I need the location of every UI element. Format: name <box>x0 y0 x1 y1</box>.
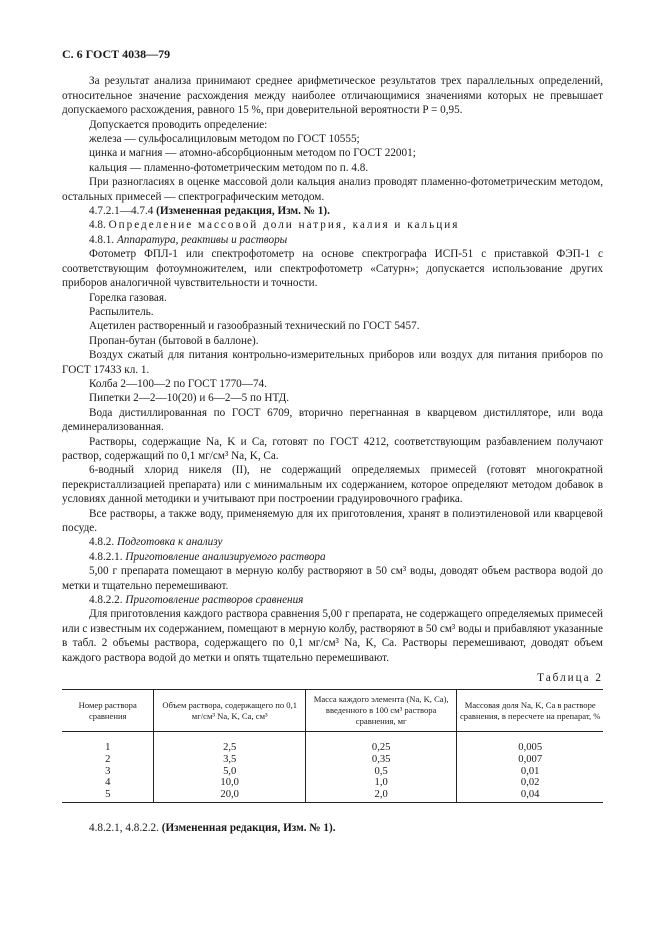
table-cell: 0,04 <box>457 789 603 803</box>
paragraph-revision-4-8-2 <box>62 821 603 835</box>
table-cell: 1,0 <box>305 777 456 789</box>
section-title: Определение массовой доли натрия, калия и кальция <box>108 219 460 232</box>
paragraph-photometer: Фотометр ФПЛ-1 или спектрофотометр на основе спектрографа ИСП-51 с приставкой ФЭП-1 с соответствующим фотоумножителем, или спектрофотометр «Сатурн»; допускается использование других приборов аналогичной чувствительности и точности. <box>62 248 603 290</box>
clause-ref: 4.8.2.1, 4.8.2.2. <box>89 822 159 835</box>
page-header: С. 6 ГОСТ 4038—79 <box>62 47 171 61</box>
revision-note: (Измененная редакция, Изм. № 1). <box>156 205 330 218</box>
table-row <box>62 766 603 778</box>
paragraph-result: За результат анализа принимают среднее арифметическое результатов трех параллельных определений, относительное значение расхождения между наиболее отличающимися значениями которых не превышает допускаемого расхождения, равного 15 %, при доверительной вероятности P = 0,95. <box>62 75 603 117</box>
paragraph-allowed: Допускается проводить определение: <box>89 118 268 131</box>
paragraph-burner: Горелка газовая. <box>89 291 167 304</box>
table-cell: 10,0 <box>154 777 305 789</box>
paragraph-pipettes: Пипетки 2—2—10(20) и 6—2—5 по НТД. <box>89 392 290 405</box>
table-cell: 2,5 <box>154 732 305 754</box>
table-cell: 5 <box>62 789 154 803</box>
table-cell: 0,01 <box>457 766 603 778</box>
paragraph-storage: Все растворы, а также воду, применяемую для их приготовления, хранят в полиэтиленовой или кварцевой посуде. <box>62 507 603 534</box>
table-cell: 0,35 <box>305 754 456 766</box>
section-number: 4.8.2.1. <box>89 550 123 563</box>
table-cell: 2 <box>105 754 111 766</box>
section-title: Аппаратура, реактивы и растворы <box>116 233 288 246</box>
table-cell: 1 <box>105 742 111 754</box>
table-cell: 0,007 <box>457 754 603 766</box>
col-header-volume: Объем раствора, содержащего по 0,1 мг/см³ Na, K, Ca, см³ <box>154 690 305 732</box>
table-row <box>62 789 603 803</box>
table-row <box>62 754 603 766</box>
section-4-8-2-2-heading <box>62 593 603 607</box>
table-cell: 4 <box>105 777 111 789</box>
section-4-8-2-1-heading <box>62 550 603 564</box>
section-number: 4.8. <box>89 219 106 232</box>
section-number: 4.8.2. <box>89 536 115 549</box>
paragraph-reference-prep: Для приготовления каждого раствора сравнения 5,00 г препарата, не содержащего определяемых примесей или с известным их содержанием, помещают в мерную колбу, растворяют в 50 см³ воды и прибавляют указанные в табл. 2 объемы раствора, содержащего по 0,1 мг/см³ Na, K, Ca. Растворы перемешивают, доводят объем каждого раствора водой до метки и опять тщательно перемешивают. <box>62 608 603 664</box>
paragraph-propane: Пропан-бутан (бытовой в баллоне). <box>89 334 259 347</box>
col-header-fraction: Массовая доля Na, K, Ca в растворе сравнения, в пересчете на препарат, % <box>457 690 603 732</box>
section-title: Приготовление растворов сравнения <box>125 594 304 607</box>
paragraph-nickel-chloride: 6-водный хлорид никеля (II), не содержащий определяемых примесей (готовят многократной перекристаллизацией препарата) или с минимальным их содержанием, которое определяют методом добавок в условиях данной методики и учитывают при построении градуировочного графика. <box>62 464 603 506</box>
table-cell: 0,5 <box>305 766 456 778</box>
paragraph-sprayer: Распылитель. <box>89 305 154 318</box>
table-header-row <box>62 690 603 732</box>
table-cell: 0,25 <box>305 732 456 754</box>
reference-solutions-table <box>62 689 603 803</box>
paragraph-zinc-magnesium: цинка и магния — атомно-абсорбционным методом по ГОСТ 22001; <box>89 147 416 160</box>
col-header-mass: Масса каждого элемента (Na, K, Ca), введенного в 100 см³ раствора сравнения, мг <box>305 690 456 732</box>
section-title: Подготовка к анализу <box>116 536 223 549</box>
col-header-number: Номер раствора сравнения <box>62 690 154 732</box>
table-cell: 0,005 <box>457 732 603 754</box>
table-row <box>62 732 603 754</box>
paragraph-revision-4-7 <box>62 204 603 218</box>
table-cell: 5,0 <box>154 766 305 778</box>
table-row <box>62 777 603 789</box>
section-title: Приготовление анализируемого раствора <box>125 550 326 563</box>
table-cell: 3,5 <box>154 754 305 766</box>
paragraph-disagreement: При разногласиях в оценке массовой доли кальция анализ проводят пламенно-фотометрическим методом, остальных примесей — спектрографическим методом. <box>62 176 603 203</box>
paragraph-water: Вода дистиллированная по ГОСТ 6709, вторично перегнанная в кварцевом дистилляторе, или вода деминерализованная. <box>62 406 603 434</box>
section-4-8-2-heading <box>62 535 603 549</box>
paragraph-calcium: кальция — пламенно-фотометрическим методом по п. 4.8. <box>89 161 369 174</box>
paragraph-flask: Колба 2—100—2 по ГОСТ 1770—74. <box>89 377 267 390</box>
table-cell: 2,0 <box>305 789 456 803</box>
table-cell: 20,0 <box>154 789 305 803</box>
paragraph-acetylene: Ацетилен растворенный и газообразный технический по ГОСТ 5457. <box>89 320 420 333</box>
paragraph-air: Воздух сжатый для питания контрольно-измерительных приборов или воздух для питания приборов по ГОСТ 17433 кл. 1. <box>62 349 603 376</box>
table-caption: Таблица 2 <box>537 672 603 685</box>
section-number: 4.8.1. <box>89 233 115 246</box>
revision-note: (Измененная редакция, Изм. № 1). <box>161 822 336 835</box>
table-cell: 0,02 <box>457 777 603 789</box>
paragraph-solutions: Растворы, содержащие Na, K и Ca, готовят по ГОСТ 4212, соответствующим разбавлением получают раствор, содержащий по 0,1 мг/см³ Na, K, Ca. <box>62 435 603 462</box>
table-cell: 3 <box>105 765 111 777</box>
section-4-8-heading <box>62 218 603 232</box>
section-4-8-1-heading <box>62 233 603 247</box>
clause-ref: 4.7.2.1—4.7.4 <box>89 205 154 218</box>
paragraph-sample-prep: 5,00 г препарата помещают в мерную колбу растворяют в 50 см³ воды, доводят объем раствора водой до метки и тщательно перемешивают. <box>62 565 603 592</box>
section-number: 4.8.2.2. <box>89 594 123 607</box>
paragraph-iron: железа — сульфосалициловым методом по ГОСТ 10555; <box>89 133 360 146</box>
